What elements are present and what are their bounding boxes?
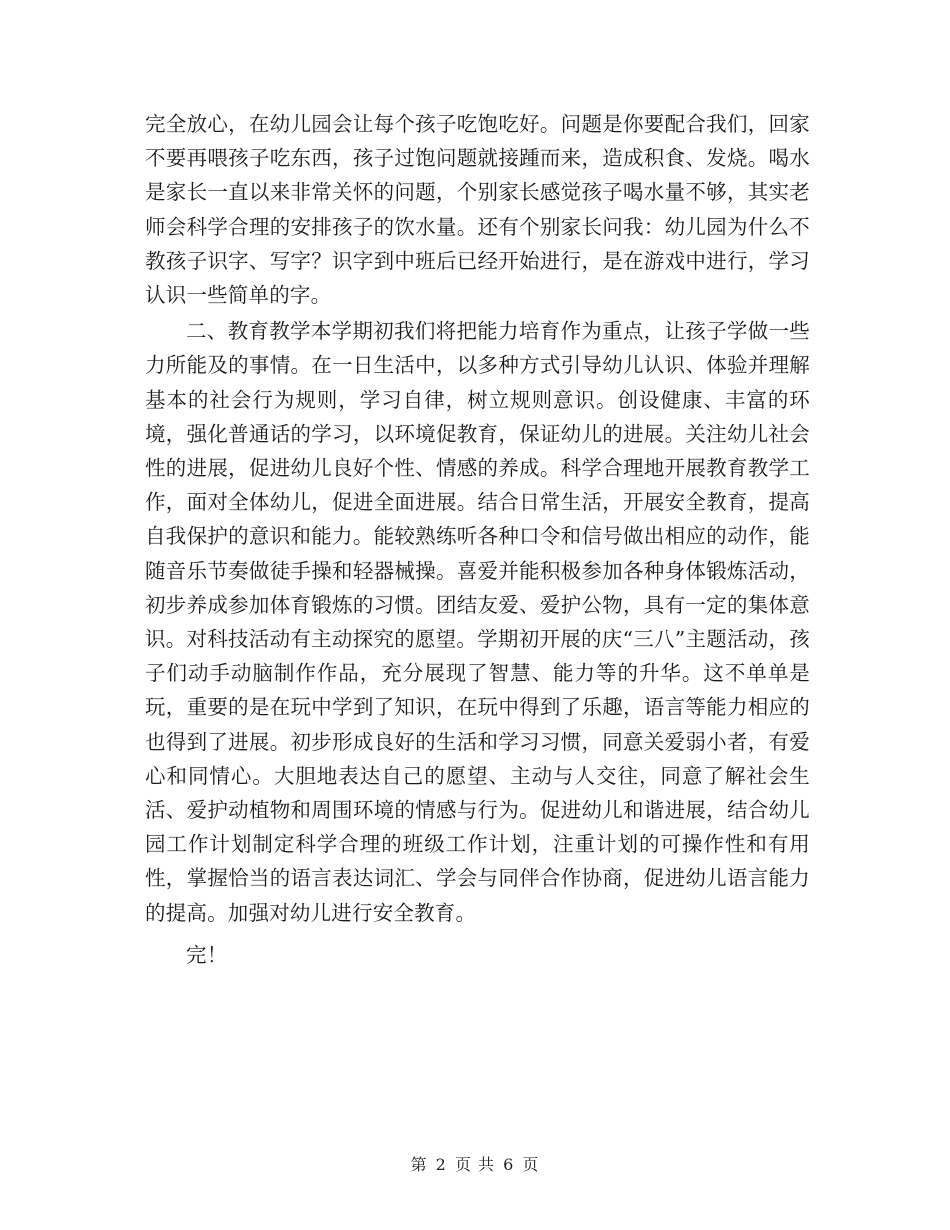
footer-current-page: 2 bbox=[435, 1155, 447, 1174]
footer-mid: 页 共 bbox=[454, 1155, 496, 1174]
footer-total-pages: 6 bbox=[503, 1155, 515, 1174]
document-body bbox=[145, 107, 810, 972]
paragraph-section-two: 二、教育教学本学期初我们将把能力培育作为重点，让孩子学做一些力所能及的事情。在一日生活中，以多种方式引导幼儿认识、体验并理解基本的社会行为规则，学习自律，树立规则意识。创设健康、丰富的环境，强化普通话的学习，以环境促教育，保证幼儿的进展。关注幼儿社会性的进展，促进幼儿良好个性、情感的养成。科学合理地开展教育教学工作，面对全体幼儿，促进全面进展。结合日常生活，开展安全教育，提高自我保护的意识和能力。能较熟练听各种口令和信号做出相应的动作，能随音乐节奏做徒手操和轻器械操。喜爱并能积极参加各种身体锻炼活动，初步养成参加体育锻炼的习惯。团结友爱、爱护公物，具有一定的集体意识。对科技活动有主动探究的愿望。学期初开展的庆“三八”主题活动，孩子们动手动脑制作作品，充分展现了智慧、能力等的升华。这不单单是玩，重要的是在玩中学到了知识，在玩中得到了乐趣，语言等能力相应的也得到了进展。初步形成良好的生活和学习习惯，同意关爱弱小者，有爱心和同情心。大胆地表达自己的愿望、主动与人交往，同意了解社会生活、爱护动植物和周围环境的情感与行为。促进幼儿和谐进展，结合幼儿园工作计划制定科学合理的班级工作计划，注重计划的可操作性和有用性，掌握恰当的语言表达词汇、学会与同伴合作协商，促进幼儿语言能力的提高。加强对幼儿进行安全教育。 bbox=[145, 319, 810, 925]
paragraph-continued: 完全放心，在幼儿园会让每个孩子吃饱吃好。问题是你要配合我们，回家不要再喂孩子吃东西，孩子过饱问题就接踵而来，造成积食、发烧。喝水是家长一直以来非常关怀的问题，个别家长感觉孩子喝水量不够，其实老师会科学合理的安排孩子的饮水量。还有个别家长问我：幼儿园为什么不教孩子识字、写字？识字到中班后已经开始进行，是在游戏中进行，学习认识一些简单的字。 bbox=[145, 112, 810, 308]
footer-suffix: 页 bbox=[522, 1155, 540, 1174]
document-ending: 完！ bbox=[186, 942, 228, 967]
page-footer bbox=[0, 1152, 950, 1175]
footer-prefix: 第 bbox=[410, 1155, 428, 1174]
